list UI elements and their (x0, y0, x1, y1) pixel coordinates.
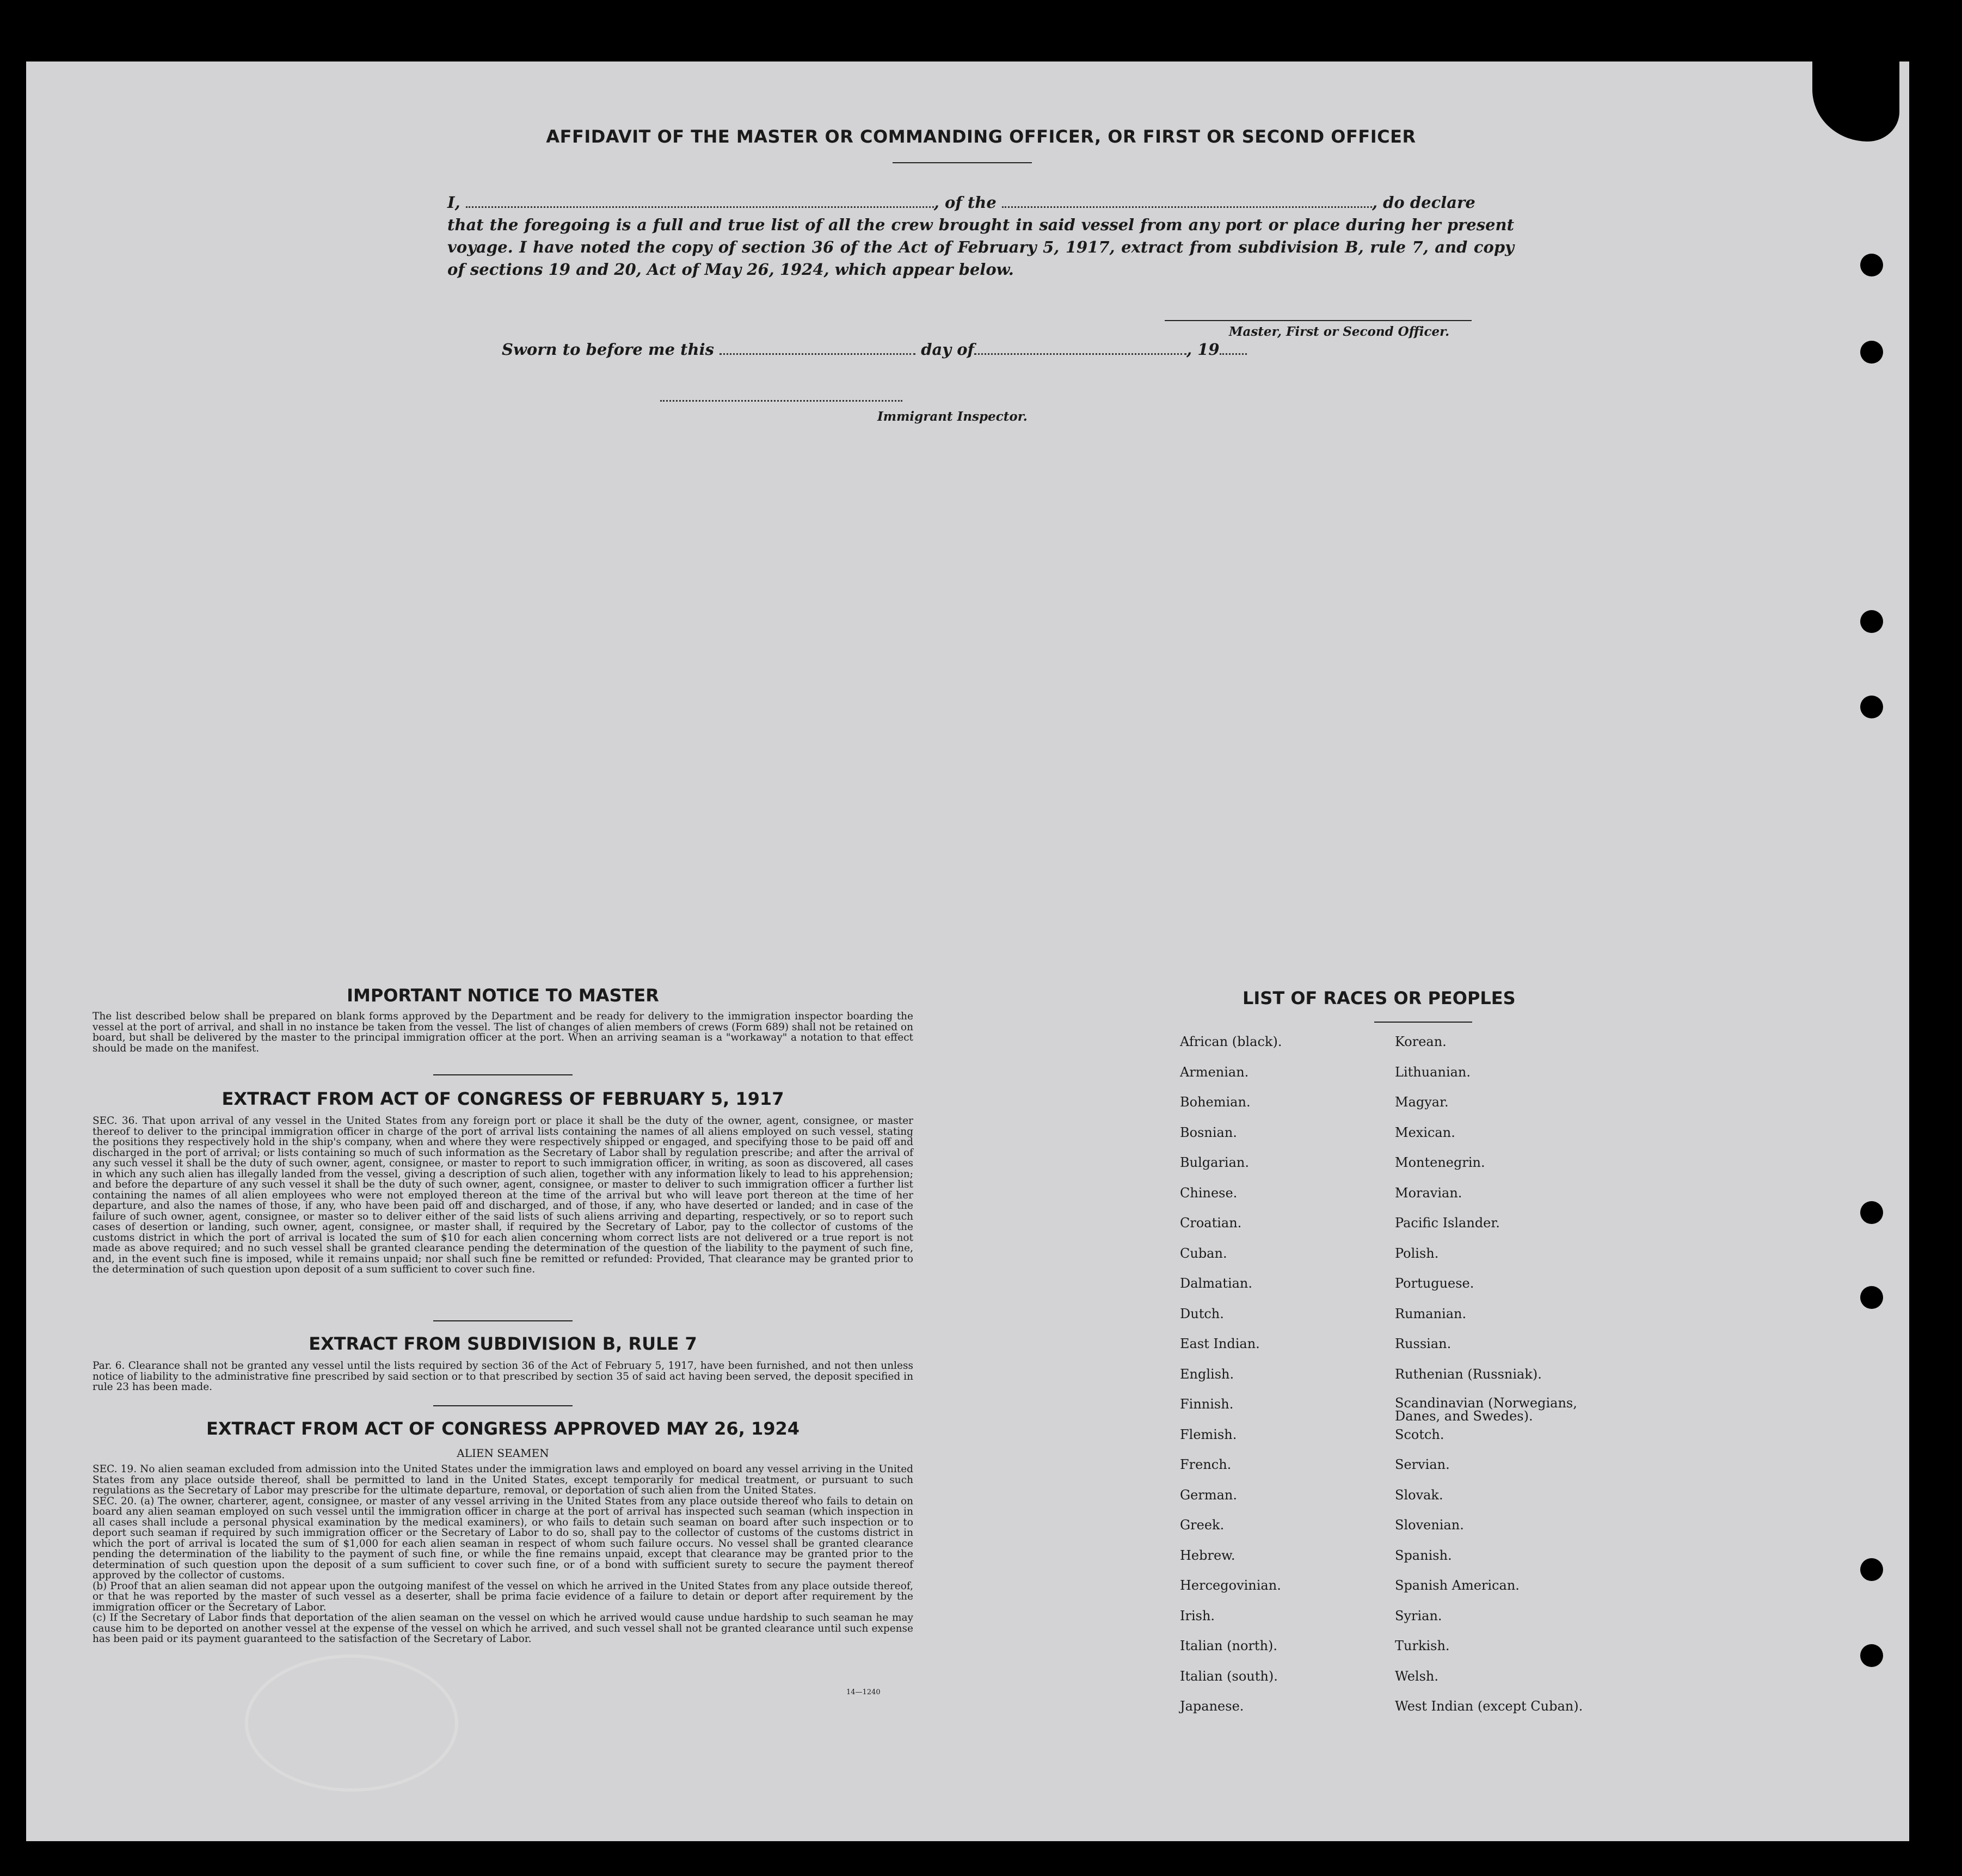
punch-hole (1860, 610, 1883, 633)
year-label: , 19 (1186, 340, 1220, 359)
race-item: Japanese. (1180, 1699, 1244, 1714)
races-column-1 (1180, 1034, 1282, 1729)
of-the-label: , of the (933, 193, 997, 212)
race-item: Italian (south). (1180, 1668, 1278, 1684)
sworn-day-field[interactable] (719, 351, 915, 355)
section-divider (433, 1320, 573, 1321)
punch-hole (1860, 1558, 1883, 1581)
race-item: Pacific Islander. (1395, 1215, 1500, 1231)
punch-hole (1860, 1286, 1883, 1309)
notice-title: IMPORTANT NOTICE TO MASTER (347, 985, 659, 1006)
rule7-body: Par. 6. Clearance shall not be granted any vessel until the lists required by section 36 of the Act of February 5, 1917, have been furnished, and not then unless notice of liability to the administrative fine prescribed by said section or to that prescribed by section 35 of said act having been served, the deposit specified in rule 23 has been made. (93, 1360, 913, 1393)
declaration-body: that the foregoing is a full and true list of all the crew brought in said vessel from any port or place during her present voyage. I have noted the copy of section 36 of the Act of February 5, 1917, extract from subdivision B, rule 7, and copy of sections 19 and 20, Act of May 26, 1924, which appear below. (447, 216, 1514, 279)
punch-hole (1860, 254, 1883, 276)
race-item: Montenegrin. (1395, 1155, 1485, 1170)
race-item: Croatian. (1180, 1215, 1242, 1231)
sworn-month-field[interactable] (974, 351, 1186, 355)
extract-1924-title: EXTRACT FROM ACT OF CONGRESS APPROVED MAY 26, 1924 (206, 1418, 800, 1439)
day-of-label: day of (921, 340, 975, 359)
race-item: Finnish. (1180, 1397, 1234, 1412)
punch-hole (1860, 1644, 1883, 1667)
race-item: Chinese. (1180, 1185, 1238, 1201)
declaration-line-1 (447, 192, 1514, 214)
alien-seamen-subtitle: ALIEN SEAMEN (457, 1447, 549, 1460)
race-item: East Indian. (1180, 1336, 1260, 1351)
race-item: Slovak. (1395, 1487, 1443, 1503)
section-divider (433, 1074, 573, 1075)
race-item: Welsh. (1395, 1668, 1438, 1684)
race-item: Bohemian. (1180, 1094, 1251, 1110)
punch-hole (1860, 1201, 1883, 1224)
section-divider (433, 1405, 573, 1406)
sec20c-text: (c) If the Secretary of Labor finds that deportation of the alien seaman on the vessel on which he arrived would cause undue hardship to such seaman he may cause him to be deported on another vessel at the expense of the vessel on which he arrived, and such vessel shall not be granted clearance until such expense has been paid or its payment guaranteed to the satisfaction of the Secretary of Labor. (93, 1612, 913, 1645)
race-item: French. (1180, 1457, 1232, 1472)
race-item: English. (1180, 1366, 1234, 1382)
declarant-name-field[interactable] (466, 204, 934, 208)
race-item: Irish. (1180, 1608, 1215, 1623)
race-item: Italian (north). (1180, 1638, 1278, 1653)
inspector-signature-line[interactable] (660, 399, 902, 402)
sworn-prefix: Sworn to before me this (502, 340, 714, 359)
affidavit-title: AFFIDAVIT OF THE MASTER OR COMMANDING OFFICER, OR FIRST OR SECOND OFFICER (546, 126, 1416, 147)
race-item: Servian. (1395, 1457, 1450, 1472)
race-item: West Indian (except Cuban). (1395, 1699, 1583, 1714)
declaration-text (447, 192, 1514, 281)
inspector-label: Immigrant Inspector. (877, 409, 1028, 424)
rule7-title: EXTRACT FROM SUBDIVISION B, RULE 7 (309, 1333, 697, 1354)
races-column-2 (1395, 1034, 1623, 1729)
sec20a-text: SEC. 20. (a) The owner, charterer, agent, consignee, or master of any vessel arriving in the United States from any place outside thereof who fails to detain on board any alien seaman employed on such vessel until the immigration officer in charge at the port of arrival has inspected such seaman (which inspection in all cases shall include a personal physical examination by the medical examiners), or who fails to detain such seaman on board after such inspection or to deport such seaman if required by such immigration officer or the Secretary of Labor to do so, shall pay to the collector of customs of the customs district in which the port of arrival is located the sum of $1,000 for each alien seaman in respect of whom such failure occurs. No vessel shall be granted clearance pending the determination of the liability to the payment of such fine, or while the fine remains unpaid, except that clearance may be granted prior to the determination of such question upon the deposit of a sum sufficient to cover such fine, or of a bond with sufficient surety to secure the payment thereof approved by the collector of customs. (93, 1495, 913, 1581)
race-item: Moravian. (1395, 1185, 1462, 1201)
vessel-name-field[interactable] (1002, 204, 1372, 208)
race-item: Dalmatian. (1180, 1276, 1253, 1291)
race-item: Lithuanian. (1395, 1064, 1471, 1080)
race-item: Portuguese. (1395, 1276, 1474, 1291)
race-item: Dutch. (1180, 1306, 1224, 1321)
race-item: Hebrew. (1180, 1547, 1235, 1563)
races-title: LIST OF RACES OR PEOPLES (1243, 988, 1516, 1008)
races-divider (1374, 1022, 1472, 1023)
declarant-label: I, (447, 193, 460, 212)
race-item: Bosnian. (1180, 1124, 1237, 1140)
race-item: German. (1180, 1487, 1237, 1503)
race-item: Cuban. (1180, 1245, 1227, 1261)
do-declare-label: , do declare (1371, 193, 1475, 212)
notice-body: The list described below shall be prepared on blank forms approved by the Department and be ready for delivery to the immigration inspector boarding the vessel at the port of arrival, and shall in no instance be taken from the vessel. The list of changes of alien members of crews (Form 689) shall not be retained on board, but shall be delivered by the master to the principal immigration officer at the port. When an arriving seaman is a "workaway" a notation to that effect should be made on the manifest. (93, 1011, 913, 1054)
form-number: 14—1240 (846, 1688, 881, 1696)
race-item: Rumanian. (1395, 1306, 1467, 1321)
master-label: Master, First or Second Officer. (1229, 324, 1450, 339)
punch-hole (1860, 341, 1883, 364)
race-item: Hercegovinian. (1180, 1578, 1281, 1593)
race-item: Greek. (1180, 1517, 1225, 1533)
race-item: Spanish. (1395, 1547, 1452, 1563)
race-item: Flemish. (1180, 1426, 1237, 1442)
title-divider (893, 162, 1032, 163)
sec19-text: SEC. 19. No alien seaman excluded from admission into the United States under the immigration laws and employed on board any vessel arriving in the United States from any place outside thereof, shall be permitted to land in the United States, except temporarily for medical treatment, or pursuant to such regulations as the Secretary of Labor may prescribe for the ultimate departure, removal, or deportation of such alien from the United States. (93, 1463, 913, 1496)
sworn-year-field[interactable] (1220, 351, 1247, 355)
race-item: Scotch. (1395, 1426, 1444, 1442)
race-item: Mexican. (1395, 1124, 1455, 1140)
sec20b-text: (b) Proof that an alien seaman did not appear upon the outgoing manifest of the vessel on which he arrived in the United States from any place outside thereof, or that he was reported by the master of such vessel as a deserter, shall be prima facie evidence of a failure to detain or deport after requirement by the immigration officer or the Secretary of Labor. (93, 1580, 913, 1613)
race-item: Armenian. (1180, 1064, 1249, 1080)
race-item: Bulgarian. (1180, 1155, 1249, 1170)
race-item: Polish. (1395, 1245, 1439, 1261)
extract-1917-body: SEC. 36. That upon arrival of any vessel in the United States from any foreign port or place it shall be the duty of the owner, agent, consignee, or master thereof to deliver to the principal immigration officer in charge of the port of arrival lists containing the names of all aliens employed on such vessel, stating the positions they respectively hold in the ship's company, when and where they were respectively shipped or engaged, and specifying those to be paid off and discharged in the port of arrival; or lists containing so much of such information as the Secretary of Labor shall by regulation prescribe; and after the arrival of any such vessel it shall be the duty of such owner, agent, consignee, or master to report to such immigration officer, in writing, as soon as discovered, all cases in which any such alien has illegally landed from the vessel, giving a description of such alien, together with any information likely to lead to his apprehension; and before the departure of any such vessel it shall be the duty of such owner, agent, consignee, or master to deliver to such immigration officer a further list containing the names of all alien employees who were not employed thereon at the time of the arrival but who will leave port thereon at the time of her departure, and also the names of those, if any, who have been paid off and discharged, and of those, if any, who have deserted or landed; and in case of the failure of such owner, agent, consignee, or master so to deliver either of the said lists of such aliens arriving and departing, respectively, or so to report such cases of desertion or landing, such owner, agent, consignee, or master shall, if required by the Secretary of Labor, pay to the collector of customs of the customs district in which the port of arrival is located the sum of $10 for each alien concerning whom correct lists are not delivered or a true report is not made as above required; and no such vessel shall be granted clearance pending the determination of the question of the liability to the payment of such fine, and, in the event such fine is imposed, while it remains unpaid; nor shall such fine be remitted or refunded: Provided, That clearance may be granted prior to the determination of such question upon deposit of a sum sufficient to cover such fine. (93, 1115, 913, 1275)
extract-1924-body (93, 1464, 913, 1645)
race-item: Spanish American. (1395, 1578, 1520, 1593)
race-item: Magyar. (1395, 1094, 1449, 1110)
extract-1917-title: EXTRACT FROM ACT OF CONGRESS OF FEBRUARY 5, 1917 (222, 1088, 784, 1109)
race-item: Turkish. (1395, 1638, 1450, 1653)
sworn-line (502, 340, 1247, 359)
race-item: African (black). (1180, 1034, 1282, 1049)
race-item: Korean. (1395, 1034, 1447, 1049)
embossed-seal (245, 1654, 458, 1792)
race-item: Syrian. (1395, 1608, 1442, 1623)
master-signature-line[interactable] (1165, 320, 1472, 321)
punch-hole (1860, 696, 1883, 718)
race-item: Scandinavian (Norwegians, Danes, and Swedes). (1395, 1395, 1577, 1424)
race-item: Slovenian. (1395, 1517, 1464, 1533)
race-item: Ruthenian (Russniak). (1395, 1366, 1542, 1382)
race-item: Russian. (1395, 1336, 1451, 1351)
